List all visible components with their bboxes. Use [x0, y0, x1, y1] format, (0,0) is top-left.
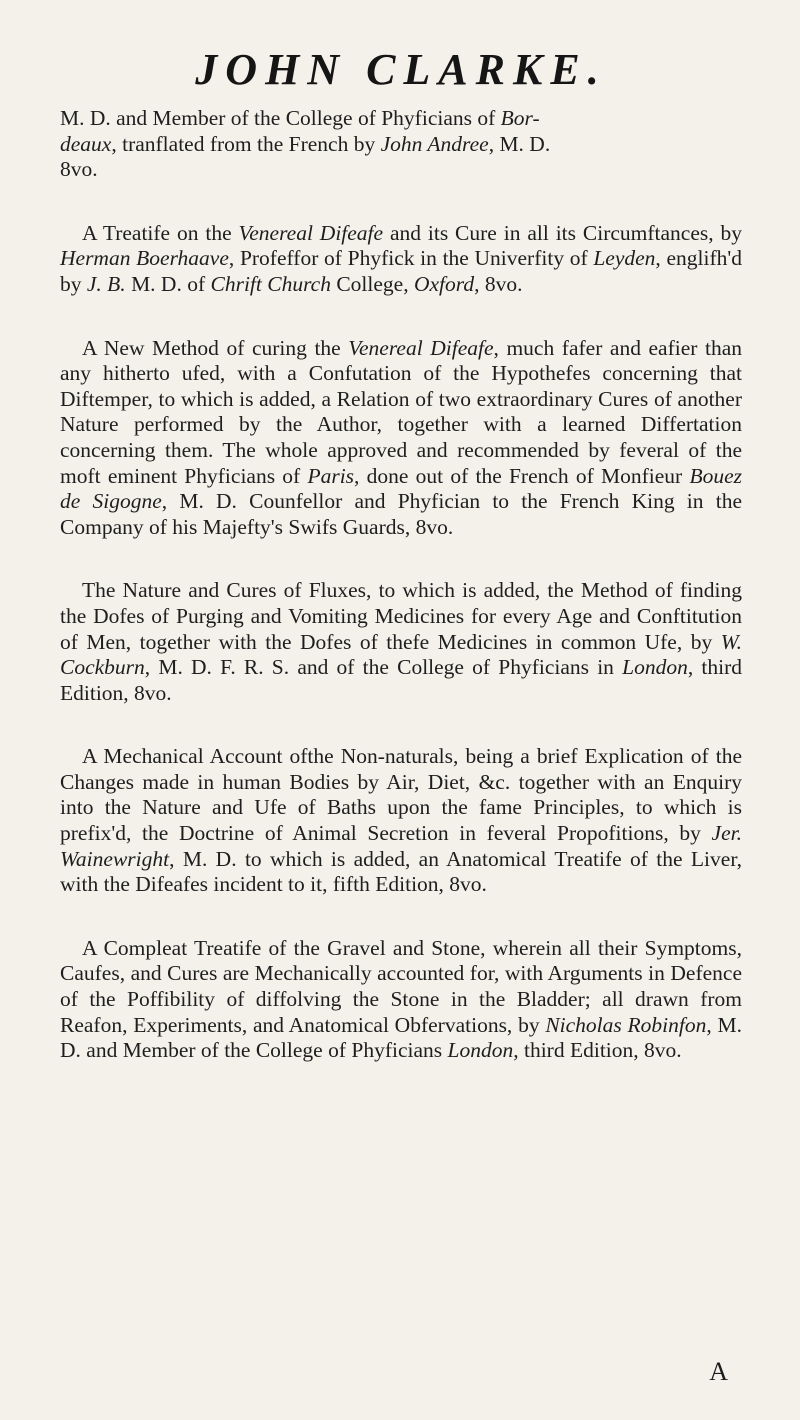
italic-run: John Andree	[380, 131, 489, 156]
entry-bordeaux	[60, 106, 742, 183]
text-run: , third Edition, 8vo.	[60, 655, 742, 705]
italic-run: Paris	[307, 463, 355, 488]
italic-run: J. B.	[86, 271, 126, 296]
text-run: , englifh'd by	[60, 246, 742, 296]
italic-run: Venereal Difeafe	[238, 220, 384, 245]
text-run: A Mechanical Account ofthe Non-naturals, being a brief Explication of the Changes made in human Bodies by Air, Diet, &c. together with an Enquiry into the Nature and Ufe of Baths upon the fame Principles, to which is prefix'd, the Doctrine of Animal Secretion in feveral Propofitions, by	[60, 744, 742, 846]
entry-non-naturals	[60, 744, 742, 898]
italic-run: Jer. Wainewright	[60, 821, 742, 871]
text-run: A New Method of curing the	[82, 335, 349, 360]
text-run: 8vo.	[60, 157, 98, 182]
text-run: , Profeffor of Phyfick in the Univerfity of	[228, 246, 594, 271]
text-run: M. D. of	[125, 271, 211, 296]
entry-venereal-new-method	[60, 336, 742, 541]
text-run: , M. D. F. R. S. and of the College of Phyficians in	[144, 655, 623, 680]
italic-run: London	[622, 655, 688, 680]
entry-fluxes	[60, 578, 742, 706]
italic-run: Herman Boerhaave	[60, 246, 229, 271]
italic-run: deaux	[60, 131, 112, 156]
italic-run: Chrift Church	[210, 271, 331, 296]
text-run: and its Cure in all its Circumftances, by	[383, 220, 742, 245]
text-run: , tranflated from the French by	[111, 131, 381, 156]
text-run: , M. D.	[488, 131, 551, 156]
text-run: , 8vo.	[474, 271, 523, 296]
text-run: College,	[330, 271, 414, 296]
italic-run: Bouez de Sigogne	[60, 463, 742, 514]
italic-run: Venereal Difeafe	[348, 335, 494, 360]
text-run: The Nature and Cures of Fluxes, to which is added, the Method of finding the Dofes of Purging and Vomiting Medicines for every Age and Conftitution of Men, together with the Dofes of thefe Medicines in common Ufe, by	[60, 578, 742, 654]
advertisement-list	[60, 106, 742, 1064]
catchword: A	[709, 1357, 728, 1386]
text-run: , much fafer and eafier than any hitherto ufed, with a Confutation of the Hypothefes concerning that Diftemper, to which is added, a Relation of two extraordinary Cures of another Nature performed by the Author, together with a learned Differtation concerning them. The whole approved and recommended by feveral of the moft eminent Phyficians of	[60, 335, 743, 488]
text-run: , third Edition, 8vo.	[513, 1038, 682, 1063]
running-head: JOHN CLARKE.	[195, 45, 607, 94]
italic-run: Leyden	[593, 246, 656, 271]
italic-run: Nicholas Robinfon	[545, 1012, 707, 1037]
text-run: A Treatife on the	[82, 220, 239, 245]
entry-gravel-stone	[60, 936, 742, 1064]
text-run: , done out of the French of Monfieur	[354, 463, 690, 488]
italic-run: Bor-	[500, 106, 540, 130]
italic-run: W. Cockburn	[60, 629, 742, 680]
text-run: A Compleat Treatife of the Gravel and Stone, wherein all their Symptoms, Caufes, and Cures are Mechanically accounted for, with Arguments in Defence of the Poffibility of diffolving the Stone in the Bladder; all drawn from Reafon, Experiments, and Anatomical Obfervations, by	[60, 935, 742, 1037]
italic-run: London	[447, 1038, 514, 1063]
text-run: , M. D. and Member of the College of Phyficians	[60, 1012, 742, 1063]
text-run: , M. D. Counfellor and Phyfician to the French King in the Company of his Majefty's Swifs Guards, 8vo.	[60, 489, 742, 539]
italic-run: Oxford	[413, 271, 475, 296]
text-run: , M. D. to which is added, an Anatomical Treatife of the Liver, with the Difeafes incident to it, fifth Edition, 8vo.	[60, 846, 742, 897]
entry-venereal-boerhaave	[60, 221, 742, 298]
text-run: M. D. and Member of the College of Phyficians of	[60, 106, 501, 130]
